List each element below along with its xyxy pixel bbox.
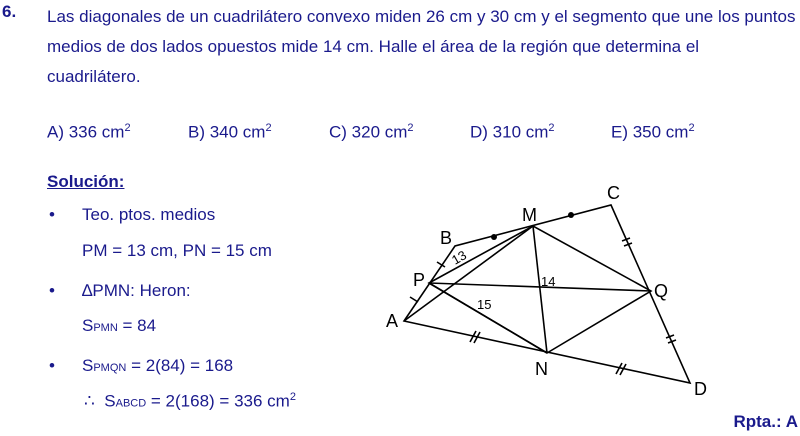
segment-mn [533, 226, 547, 353]
dot-mc [568, 212, 574, 218]
label-m: M [522, 205, 537, 225]
step2-area: SPMN = 84 [82, 316, 157, 335]
option-a: A) 336 $cm^2$ [47, 122, 131, 142]
option-e: E) 350 $cm^2$ [611, 122, 695, 142]
step1-detail: PM = 13 cm, PN = 15 cm [82, 241, 272, 260]
option-b: B) 340 $cm^2$ [188, 122, 272, 142]
label-a: A [386, 311, 399, 331]
label-p: P [413, 270, 426, 290]
bullet-1: • [49, 205, 55, 224]
dot-bm [491, 234, 497, 240]
problem-statement: Las diagonales de un cuadrilátero convexo miden 26 cm y 30 cm y el segmento que une los puntos medios de dos lados opuestos mide 14 cm. Halle el área de la región que determina el cuadrilátero. [47, 7, 796, 86]
label-c: C [607, 183, 620, 203]
label-pm-length: 13 [449, 247, 470, 268]
solution-title: Solución: [47, 172, 125, 191]
step3-area: SPMQN = 2(84) = 168 [82, 356, 234, 375]
option-c: C) 320 $cm^2$ [329, 122, 414, 142]
label-pn-length: 15 [477, 297, 492, 312]
segment-pn [429, 283, 547, 353]
tick-ab-1 [410, 297, 418, 302]
problem-number: 6. [2, 2, 17, 21]
label-n: N [535, 359, 548, 379]
label-b: B [440, 228, 453, 248]
label-mn-length: 14 [541, 274, 556, 289]
option-d: D) 310 $cm^2$ [470, 122, 555, 142]
bullet-2: • [49, 281, 55, 300]
step4-result: ∴ SABCD = 2(168) = 336 $cm^2$ [84, 391, 296, 411]
label-q: Q [654, 281, 669, 301]
step2-title: ∆PMN: Heron: [82, 281, 191, 300]
label-d: D [694, 379, 707, 399]
answer-label: Rpta.: A [733, 412, 798, 431]
bullet-3: • [49, 356, 55, 375]
step1-title: Teo. ptos. medios [82, 205, 216, 224]
